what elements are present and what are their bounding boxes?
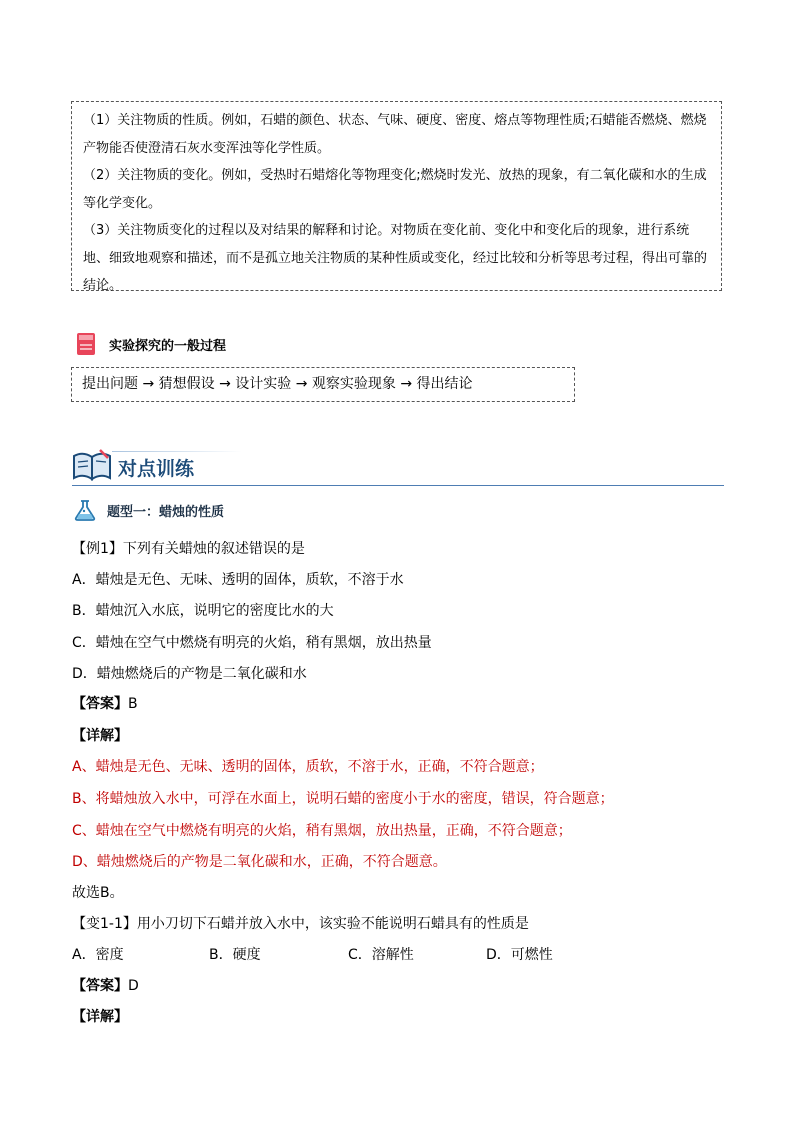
detail-line-d: D、蜡烛燃烧后的产物是二氧化碳和水，正确，不符合题意。	[72, 854, 447, 870]
example-1-option-a: A．蜡烛是无色、无味、透明的固体，质软，不溶于水	[72, 572, 404, 588]
variant-option-a: A．密度	[72, 947, 124, 963]
section-header	[75, 331, 226, 357]
intro-paragraph-3: （3）关注物质变化的过程以及对结果的解释和讨论。对物质在变化前、变化中和变化后的现象，进行系统地、细致地观察和描述，而不是孤立地关注物质的某种性质或变化，经过比较和分析等思考过程，得出可靠的结论。	[83, 223, 708, 293]
example-1-answer-line	[72, 694, 138, 714]
process-flow: 提出问题 → 猜想假设 → 设计实验 → 观察实验现象 → 得出结论	[82, 376, 473, 392]
example-1-stem: 下列有关蜡烛的叙述错误的是	[122, 541, 305, 557]
variant-1-stem: 用小刀切下石蜡并放入水中，该实验不能说明石蜡具有的性质是	[136, 916, 529, 932]
variant-answer-value: D	[128, 978, 139, 994]
decorative-arc	[112, 451, 242, 452]
variant-option-c: C．溶解性	[348, 947, 414, 963]
variant-detail-tag: 【详解】	[72, 1009, 128, 1025]
example-1-stem-line	[72, 539, 305, 559]
variant-option-b: B．硬度	[209, 947, 261, 963]
intro-paragraph-1: （1）关注物质的性质。例如，石蜡的颜色、状态、气味、硬度、密度、熔点等物理性质;石蜡能否燃烧、燃烧产物能否使澄清石灰水变浑浊等化学性质。	[83, 113, 707, 156]
training-title: 对点训练	[118, 458, 195, 480]
example-1-option-c: C．蜡烛在空气中燃烧有明亮的火焰，稍有黑烟，放出热量	[72, 635, 432, 651]
open-book-icon	[72, 448, 112, 482]
intro-paragraph-2: （2）关注物质的变化。例如，受热时石蜡熔化等物理变化;燃烧时发光、放热的现象，有二氧化碳和水的生成等化学变化。	[83, 168, 707, 211]
answer-tag: 【答案】	[72, 696, 128, 712]
detail-line-b: B、将蜡烛放入水中，可浮在水面上，说明石蜡的密度小于水的密度，错误，符合题意；	[72, 791, 614, 807]
example-1-option-b: B．蜡烛沉入水底，说明它的密度比水的大	[72, 603, 334, 619]
variant-1-tag: 【变1-1】	[72, 916, 137, 932]
question-type-title: 题型一：蜡烛的性质	[107, 504, 225, 520]
process-box	[71, 367, 575, 402]
question-type-header	[72, 499, 224, 521]
flask-icon	[72, 499, 98, 521]
variant-1-stem-line	[72, 914, 529, 934]
detail-line-c: C、蜡烛在空气中燃烧有明亮的火焰，稍有黑烟，放出热量，正确，不符合题意；	[72, 823, 572, 839]
notebook-icon	[75, 332, 97, 356]
example-1-tag: 【例1】	[72, 541, 123, 557]
example-1-conclusion: 故选B。	[72, 885, 124, 901]
example-1-option-d: D．蜡烛燃烧后的产物是二氧化碳和水	[72, 666, 307, 682]
variant-1-options	[72, 945, 672, 965]
detail-tag: 【详解】	[72, 728, 128, 744]
variant-option-d: D．可燃性	[486, 947, 553, 963]
variant-answer-tag: 【答案】	[72, 978, 128, 994]
intro-box	[71, 101, 722, 291]
training-header	[72, 446, 724, 486]
answer-value: B	[128, 696, 138, 712]
detail-line-a: A、蜡烛是无色、无味、透明的固体，质软，不溶于水，正确，不符合题意；	[72, 759, 544, 775]
variant-1-answer-line	[72, 976, 139, 996]
section-title: 实验探究的一般过程	[109, 338, 227, 354]
header-rule	[72, 485, 724, 487]
